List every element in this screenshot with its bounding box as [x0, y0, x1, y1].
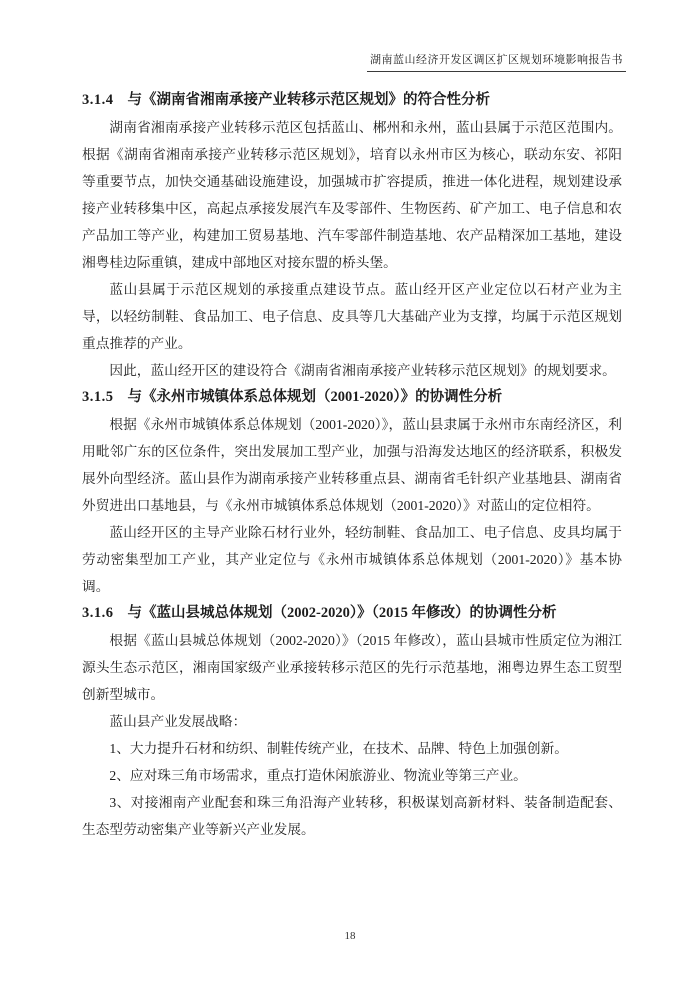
- page-number: 18: [344, 930, 356, 942]
- paragraph: 因此，蓝山经开区的建设符合《湖南省湘南承接产业转移示范区规划》的规划要求。: [109, 363, 616, 378]
- report-title: 湖南蓝山经济开发区调区扩区规划环境影响报告书: [367, 51, 626, 72]
- paragraph: 根据《蓝山县城总体规划（2002-2020）》（2015 年修改），蓝山县城市性质定位为湘江源头生态示范区，湘南国家级产业承接转移示范区的先行示范基地，湘粤边界生态工贸型创新型城市。: [82, 633, 622, 702]
- list-item-2: 2、应对珠三角市场需求，重点打造休闲旅游业、物流业等第三产业。: [109, 768, 527, 783]
- document-body: [82, 87, 622, 843]
- list-item-3: 3、对接湘南产业配套和珠三角沿海产业转移，积极谋划高新材料、装备制造配套、生态型劳动密集产业等新兴产业发展。: [82, 795, 622, 837]
- section-heading-3-1-6: [82, 600, 622, 627]
- section-title: 与《永州市城镇体系总体规划（2001-2020）》的协调性分析: [127, 389, 503, 405]
- section-heading-3-1-4: [82, 87, 622, 114]
- section-number: 3.1.6: [82, 605, 114, 621]
- paragraph: 根据《永州市城镇体系总体规划（2001-2020）》，蓝山县隶属于永州市东南经济区，利用毗邻广东的区位条件，突出发展加工型产业，加强与沿海发达地区的经济联系，积极发展外向型经济。蓝山县作为湖南承接产业转移重点县、湖南省毛针织产业基地县、湖南省外贸进出口基地县，与《永州市城镇体系总体规划（2001-2020）》对蓝山的定位相符。: [82, 417, 622, 513]
- paragraph: 蓝山经开区的主导产业除石材行业外，轻纺制鞋、食品加工、电子信息、皮具均属于劳动密集型加工产业，其产业定位与《永州市城镇体系总体规划（2001-2020）》基本协调。: [82, 525, 622, 594]
- section-heading-3-1-5: [82, 384, 622, 411]
- paragraph: 蓝山县属于示范区规划的承接重点建设节点。蓝山经开区产业定位以石材产业为主导，以轻纺制鞋、食品加工、电子信息、皮具等几大基础产业为支撑，均属于示范区规划重点推荐的产业。: [82, 282, 622, 351]
- paragraph: 湖南省湘南承接产业转移示范区包括蓝山、郴州和永州，蓝山县属于示范区范围内。根据《湖南省湘南承接产业转移示范区规划》，培育以永州市区为核心，联动东安、祁阳等重要节点，加快交通基础设施建设，加强城市扩容提质，推进一体化进程，规划建设承接产业转移集中区，高起点承接发展汽车及零部件、生物医药、矿产加工、电子信息和农产品加工等产业，构建加工贸易基地、汽车零部件制造基地、农产品精深加工基地，建设湘粤桂边际重镇，建成中部地区对接东盟的桥头堡。: [82, 120, 622, 270]
- paragraph: 蓝山县产业发展战略：: [109, 714, 247, 729]
- section-number: 3.1.5: [82, 389, 114, 405]
- page-header: [82, 50, 626, 72]
- section-number: 3.1.4: [82, 92, 114, 108]
- section-title: 与《湖南省湘南承接产业转移示范区规划》的符合性分析: [127, 92, 490, 108]
- list-item-1: 1、大力提升石材和纺织、制鞋传统产业，在技术、品牌、特色上加强创新。: [109, 741, 568, 756]
- section-title: 与《蓝山县城总体规划（2002-2020）》（2015 年修改）的协调性分析: [127, 605, 557, 621]
